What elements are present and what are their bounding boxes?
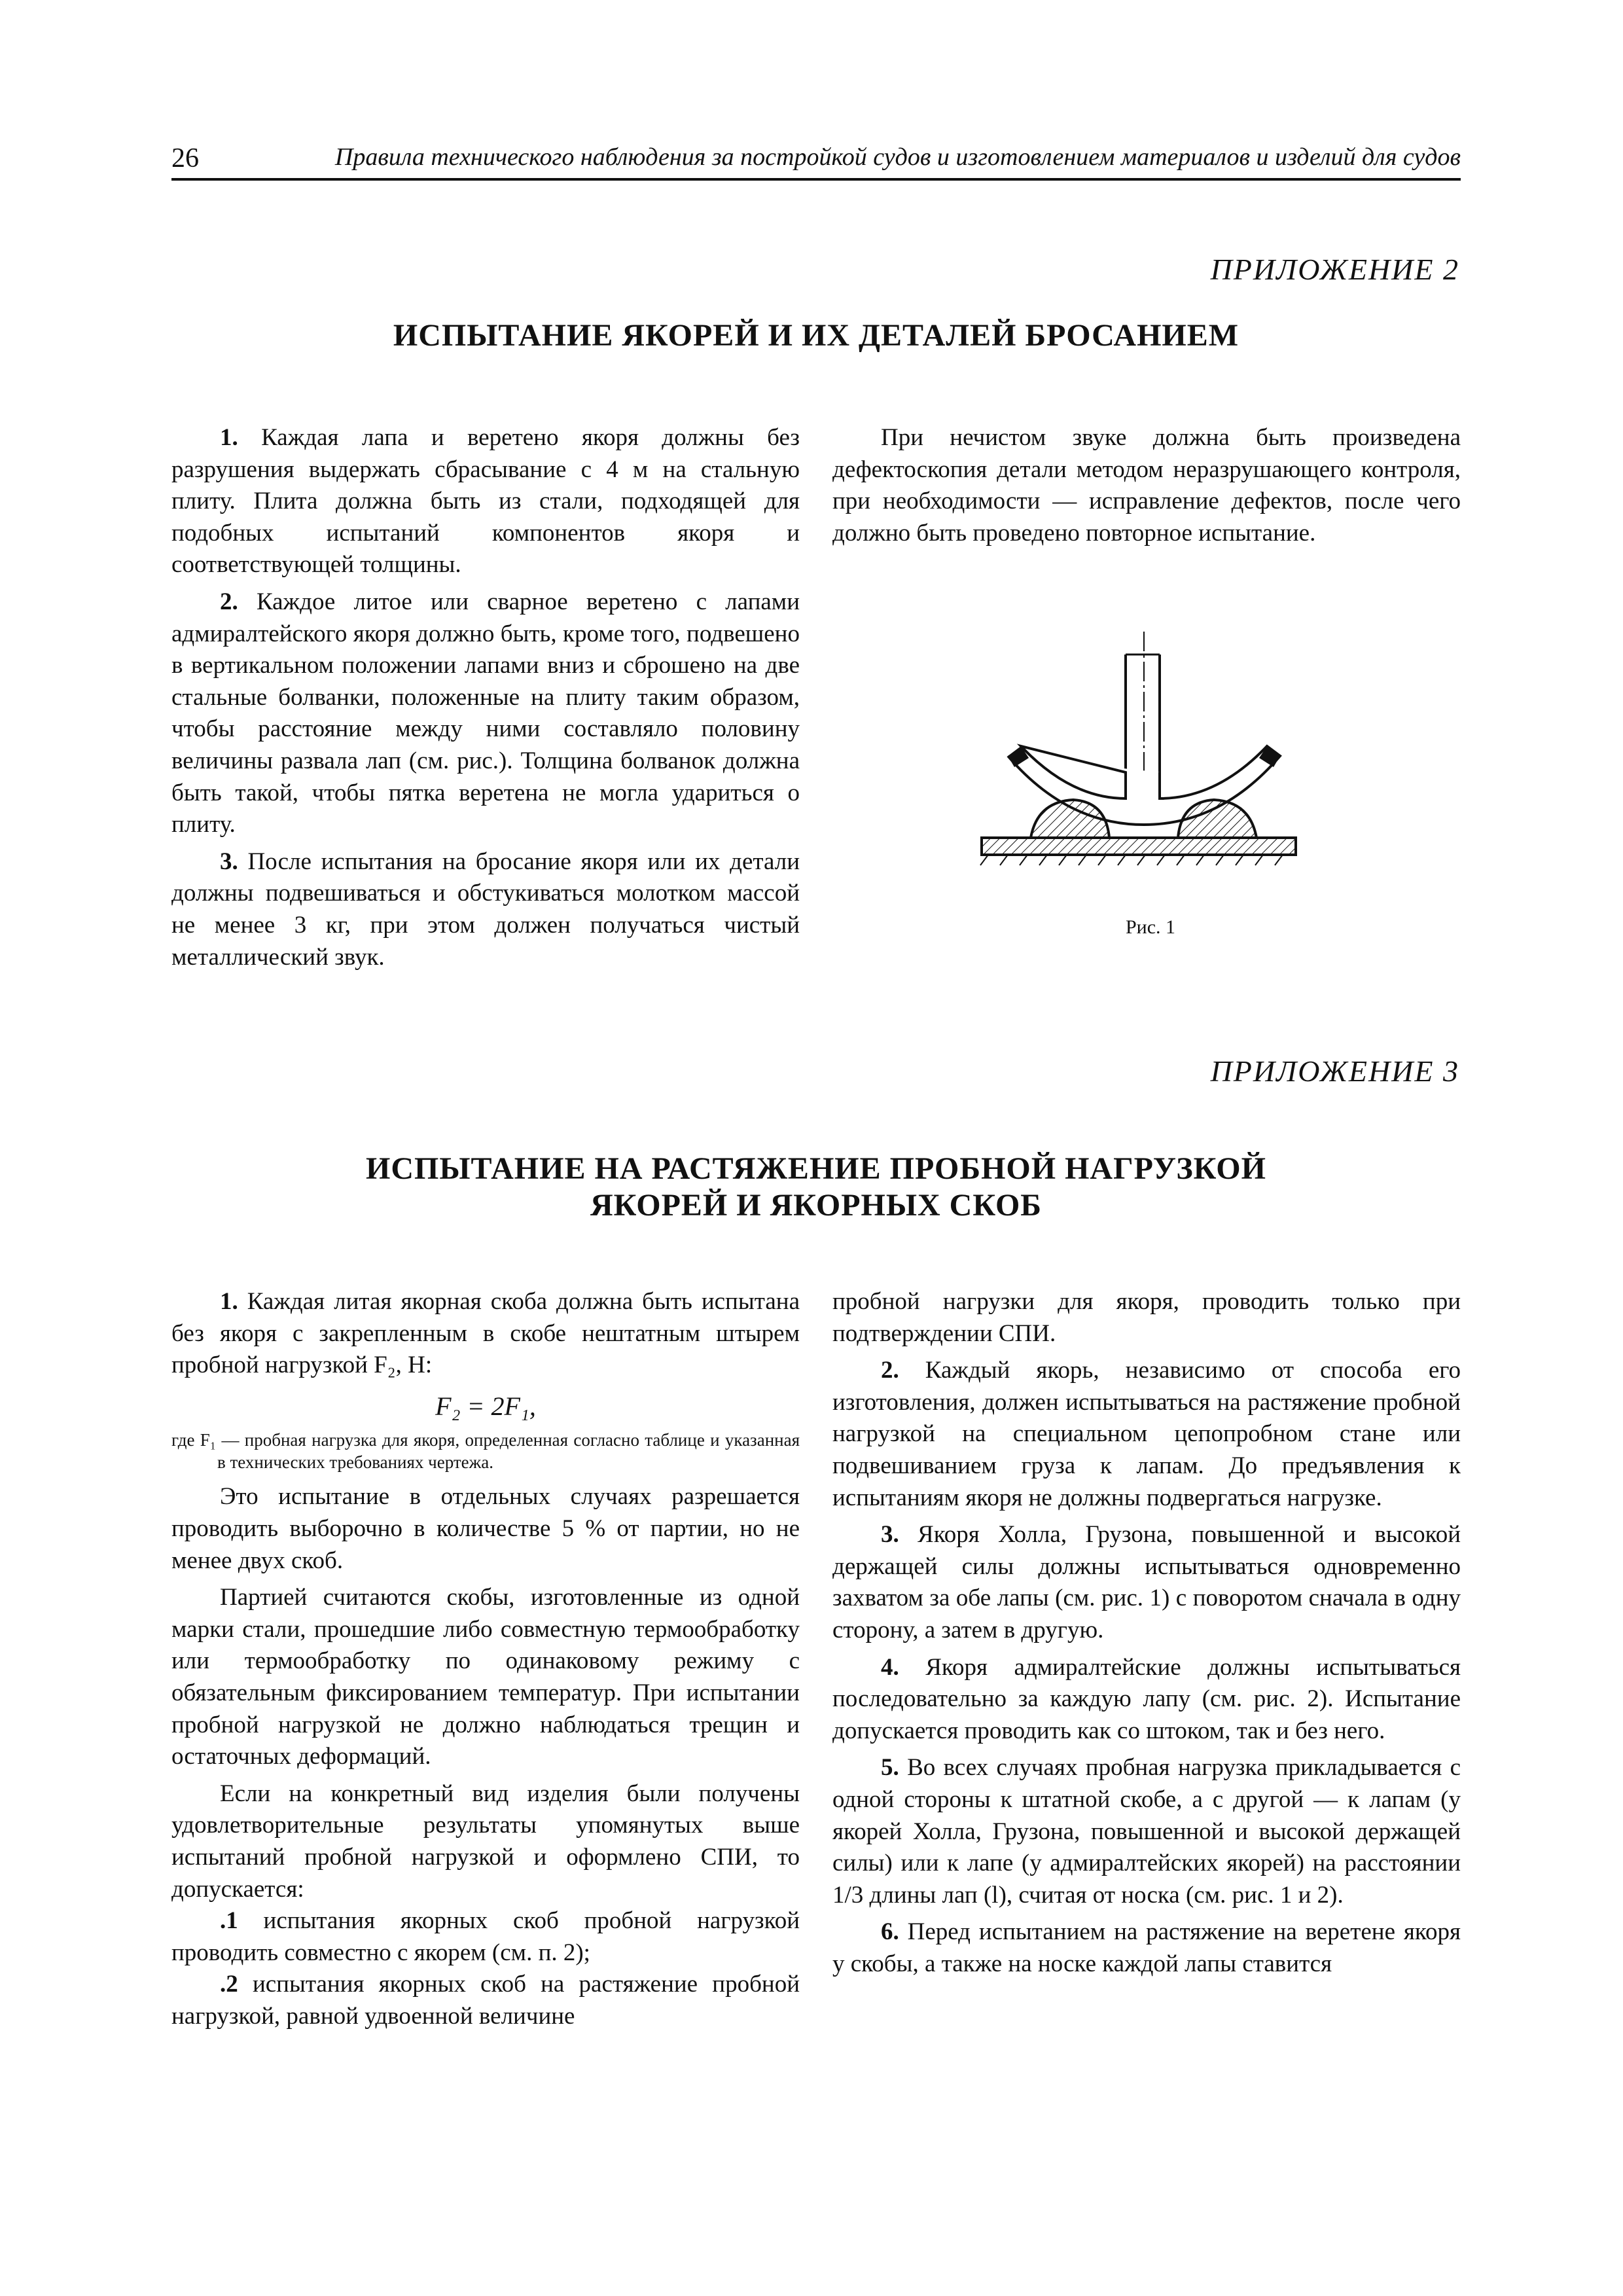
figure-caption: Рис. 1 — [1126, 916, 1176, 938]
anchor-drop-test-figure — [969, 628, 1309, 890]
appendix-3-right-column — [832, 1286, 1461, 1980]
appendix-3-label: ПРИЛОЖЕНИЕ 3 — [1210, 1054, 1459, 1088]
paragraph: Это испытание в отдельных случаях разрешается проводить выборочно в количестве 5 % от партии, но не менее двух скоб. — [171, 1483, 800, 1574]
anchor-shank — [1126, 655, 1160, 772]
steel-plate — [982, 838, 1296, 855]
paragraph: 6. Перед испытанием на растяжение на веретене якоря у скобы, а также на носке каждой лапы ставится — [832, 1918, 1461, 1977]
formula-note: где F₁ — пробная нагрузка для якоря, определенная согласно таблице и указанная в технических требованиях чертежа. — [171, 1430, 800, 1473]
running-title: Правила технического наблюдения за постройкой судов и изготовлением материалов и изделий для судов — [334, 143, 1461, 171]
paragraph: 4. Якоря адмиралтейские должны испытываться последовательно за каждую лапу (см. рис. 2). Испытание допускается проводить как со штоком, так и без него. — [832, 1653, 1461, 1744]
paragraph: 3. После испытания на бросание якоря или их детали должны подвешиваться и обстукиваться молотком массой не менее 3 кг, при этом должен получаться чистый металлический звук. — [171, 848, 800, 971]
paragraph: 1. Каждая литая якорная скоба должна быть испытана без якоря с закрепленным в скобе нештатным штырем пробной нагрузкой F₂, Н: — [171, 1288, 800, 1379]
appendix-3-title — [171, 1151, 1461, 1224]
paragraph: Партией считаются скобы, изготовленные из одной марки стали, прошедшие либо совместную термообработку или термообработку по одинаковому режиму с обязательным фиксированием температур. При испытании пробной нагрузкой не должно наблюдаться трещин и остаточных деформаций. — [171, 1584, 800, 1770]
paragraph: 2. Каждое литое или сварное веретено с лапами адмиралтейского якоря должно быть, кроме того, подвешено в вертикальном положении лапами вниз и сброшено на две стальные болванки, положенные на плиту таким образом, чтобы расстояние между ними составляло половину величины развала лап (см. рис.). Толщина болванок должна быть такой, чтобы пятка веретена не могла удариться о плиту. — [171, 588, 800, 838]
paragraph: 2. Каждый якорь, независимо от способа его изготовления, должен испытываться на растяжение пробной нагрузкой на специальном цепопробном стане или подвешиванием груза к лапам. До предъявления к испытаниям якоря не должны подвергаться нагрузке. — [832, 1357, 1461, 1511]
paragraph: 1. Каждая лапа и веретено якоря должны без разрушения выдержать сбрасывание с 4 м на стальную плиту. Плита должна быть из стали, подходящей для подобных испытаний компонентов якоря и соответствующей толщины. — [171, 424, 800, 579]
paragraph: .2 испытания якорных скоб на растяжение пробной нагрузкой, равной удвоенной величине — [171, 1971, 800, 2030]
title-line-2: ЯКОРЕЙ И ЯКОРНЫХ СКОБ — [590, 1188, 1043, 1223]
appendix-3-left-column — [171, 1286, 800, 2032]
appendix-2-left-column — [171, 422, 800, 973]
paragraph: пробной нагрузки для якоря, проводить только при подтверждении СПИ. — [832, 1288, 1461, 1347]
title-line-1: ИСПЫТАНИЕ НА РАСТЯЖЕНИЕ ПРОБНОЙ НАГРУЗКОЙ — [366, 1151, 1266, 1186]
appendix-2-label: ПРИЛОЖЕНИЕ 2 — [1210, 253, 1459, 286]
appendix-2-right-column — [832, 422, 1461, 549]
ground-hatch — [980, 855, 1283, 865]
header-rule — [171, 178, 1461, 181]
paragraph: 5. Во всех случаях пробная нагрузка прикладывается с одной стороны к штатной скобе, а с другой — к лапам (у якорей Холла, Грузона, повышенной и высокой держащей силы) или к лапе (у адмиралтейских якорей) на расстоянии 1/3 длины лап (l), считая от носка (см. рис. 1 и 2). — [832, 1754, 1461, 1909]
page-number: 26 — [171, 143, 199, 173]
paragraph: Если на конкретный вид изделия были получены удовлетворительные результаты упомянутых выше испытаний пробной нагрузкой и оформлено СПИ, то допускается: — [171, 1780, 800, 1903]
paragraph: 3. Якоря Холла, Грузона, повышенной и высокой держащей силы должны испытываться одновременно захватом за обе лапы (см. рис. 1) с поворотом сначала в одну сторону, а затем в другую. — [832, 1521, 1461, 1643]
paragraph: При нечистом звуке должна быть произведена дефектоскопия детали методом неразрушающего контроля, при необходимости — исправление дефектов, после чего должно быть проведено повторное испытание. — [832, 424, 1461, 547]
formula: F₂ = 2F₁, — [435, 1391, 536, 1421]
appendix-2-title: ИСПЫТАНИЕ ЯКОРЕЙ И ИХ ДЕТАЛЕЙ БРОСАНИЕМ — [393, 318, 1240, 353]
paragraph: .1 испытания якорных скоб пробной нагрузкой проводить совместно с якорем (см. п. 2); — [171, 1907, 800, 1966]
